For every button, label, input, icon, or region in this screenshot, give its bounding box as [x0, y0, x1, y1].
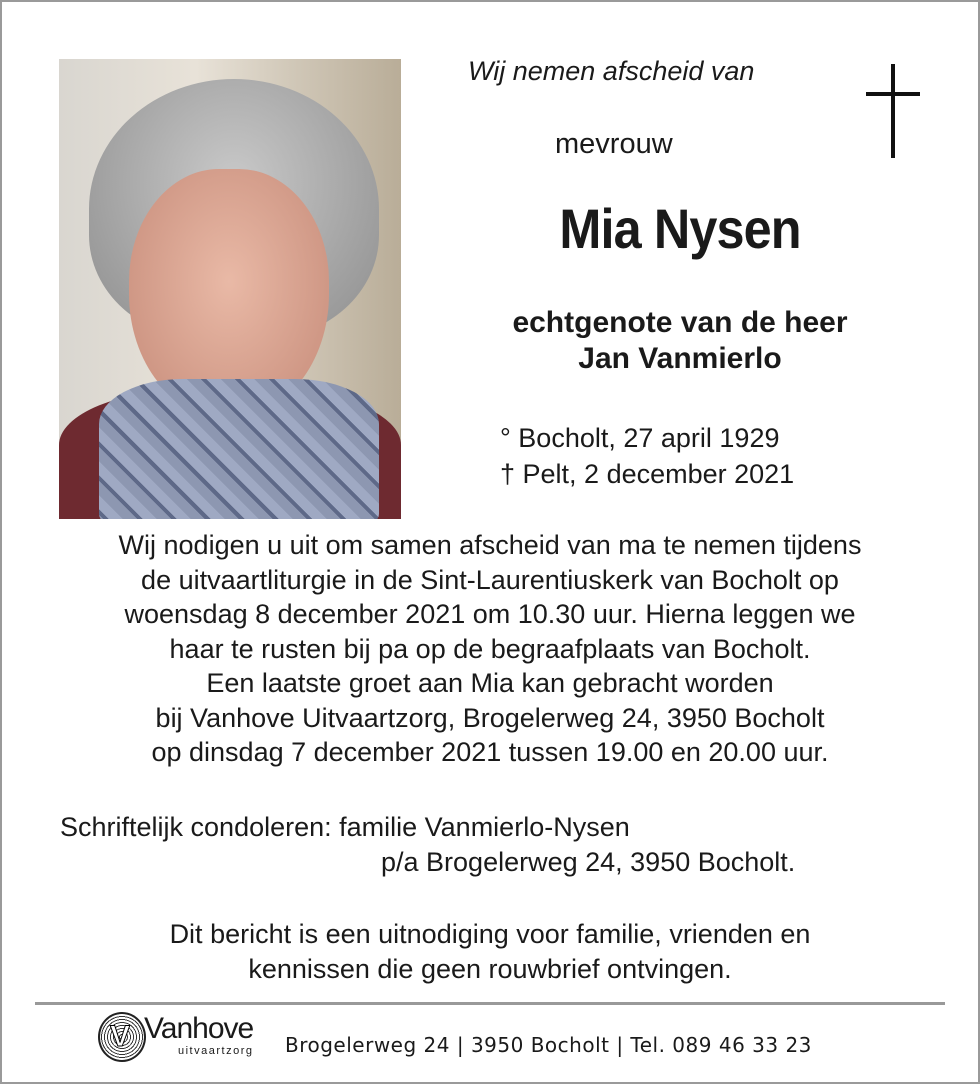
dates: [500, 420, 794, 492]
spouse-text: [430, 305, 930, 377]
intro-text: Wij nemen afscheid van: [468, 56, 755, 86]
spouse-line: echtgenote van de heer: [512, 306, 848, 339]
footer-contact: Brogelerweg 24 | 3950 Bocholt | Tel. 089 46 33 23: [285, 1033, 812, 1057]
body-line: op dinsdag 7 december 2021 tussen 19.00 en 20.00 uur.: [151, 737, 829, 767]
closing-text: [30, 917, 950, 986]
invitation-text: [30, 528, 950, 770]
title-text: mevrouw: [555, 128, 673, 160]
cross-icon: [866, 64, 920, 158]
birth-date: ° Bocholt, 27 april 1929: [500, 423, 780, 453]
closing-line: kennissen die geen rouwbrief ontvingen.: [248, 953, 732, 984]
logo-name: Vanhove: [144, 1012, 254, 1045]
body-line: woensdag 8 december 2021 om 10.30 uur. Hierna leggen we: [124, 599, 856, 629]
condolence-line: Schriftelijk condoleren: familie Vanmierlo-Nysen: [60, 812, 630, 842]
portrait-photo: [59, 59, 401, 519]
logo-mark-icon: V: [98, 1012, 146, 1062]
spouse-line: Jan Vanmierlo: [578, 342, 782, 375]
closing-line: Dit bericht is een uitnodiging voor familie, vrienden en: [169, 919, 811, 949]
body-line: haar te rusten bij pa op de begraafplaats van Bocholt.: [169, 633, 811, 664]
body-line: Wij nodigen u uit om samen afscheid van ma te nemen tijdens: [118, 530, 862, 560]
divider: [35, 1002, 945, 1005]
logo-subtitle: uitvaartzorg: [178, 1045, 254, 1057]
body-line: de uitvaartliturgie in de Sint-Laurentiuskerk van Bocholt op: [141, 564, 839, 595]
body-line: bij Vanhove Uitvaartzorg, Brogelerweg 24, 3950 Bocholt: [155, 702, 825, 733]
deceased-name: Mia Nysen: [559, 197, 801, 260]
condolence-address: p/a Brogelerweg 24, 3950 Bocholt.: [381, 847, 796, 877]
body-line: Een laatste groet aan Mia kan gebracht worden: [206, 668, 774, 698]
death-date: † Pelt, 2 december 2021: [500, 459, 795, 489]
